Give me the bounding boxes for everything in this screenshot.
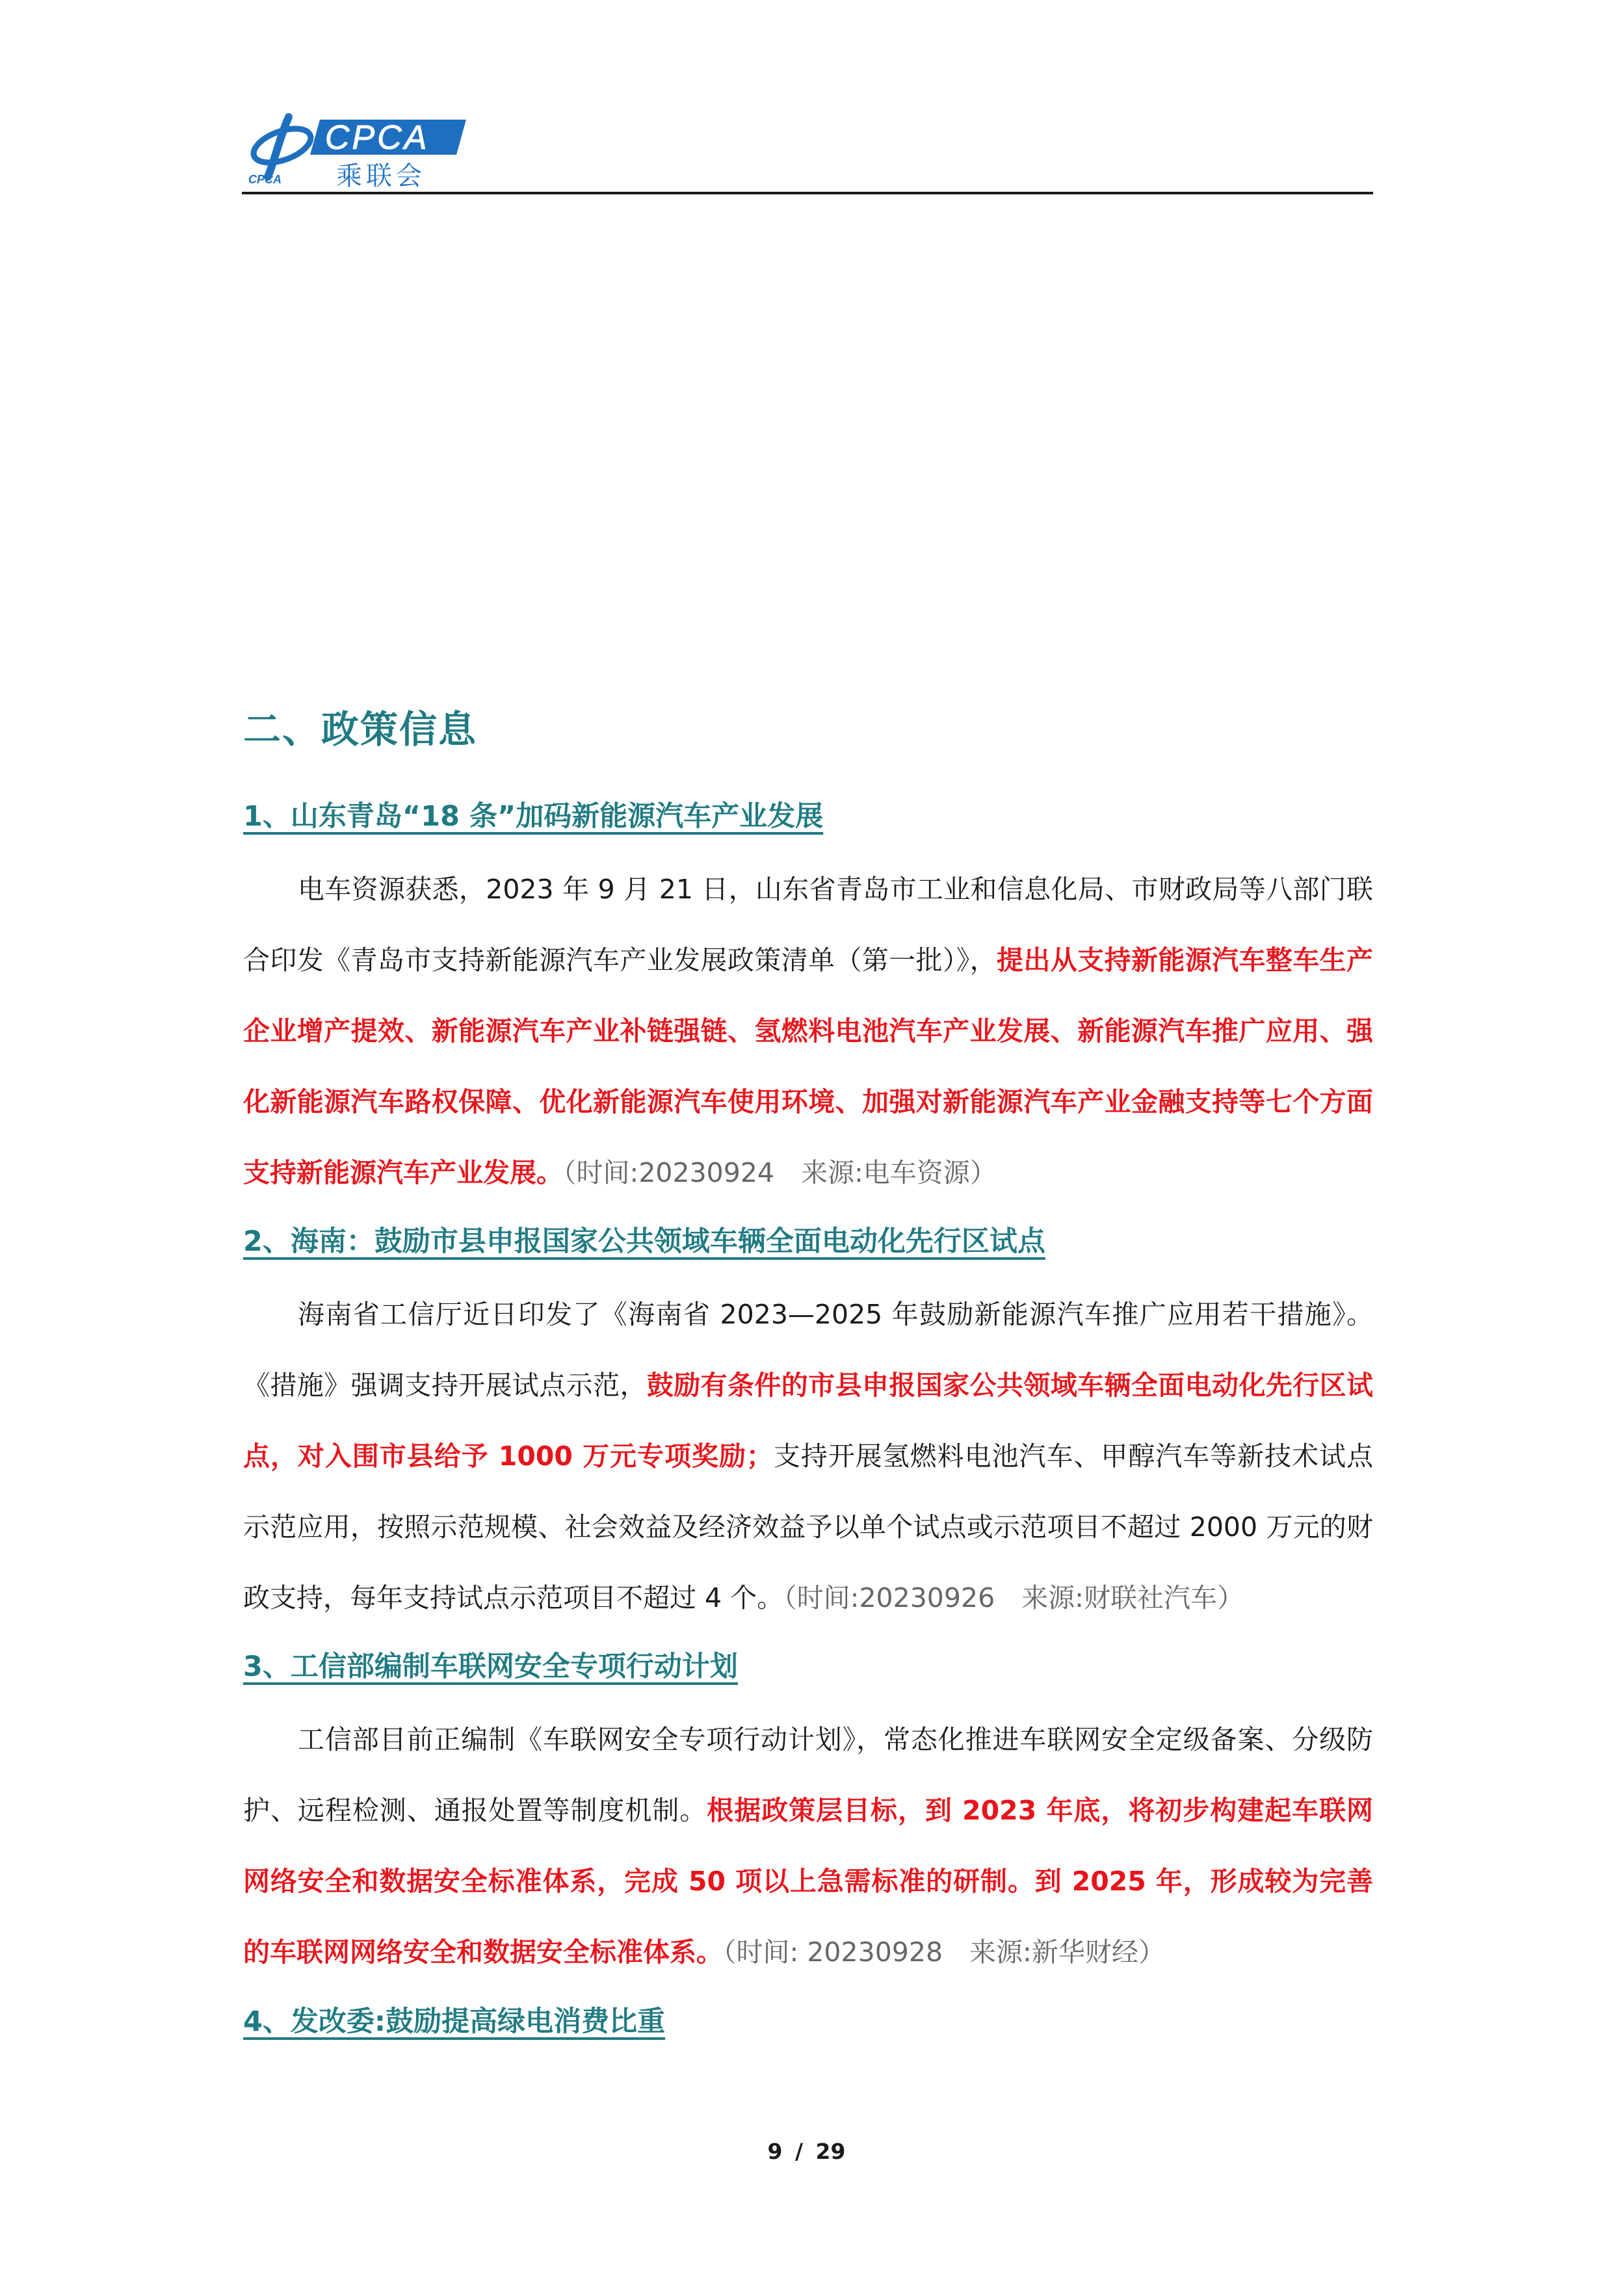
section-title: 二、政策信息 (243, 707, 478, 751)
article-1-highlight: 提出从支持新能源汽车整车生产企业增产提效、新能源汽车产业补链强链、氢燃料电池汽车产业发展、新能源汽车推广应用、强化新能源汽车路权保障、优化新能源汽车使用环境、加强对新能源汽车产业金融支持等七个方面支持新能源汽车产业发展。 (243, 945, 1373, 1188)
page-total: 29 (815, 2139, 846, 2164)
article-1-body (243, 854, 1373, 1208)
logo-mark-text: CPCA (248, 173, 282, 186)
article-2-source: （时间:20230926 来源:财联社汽车） (783, 1582, 1244, 1613)
article-1-title: 1、山东青岛“18 条”加码新能源汽车产业发展 (243, 800, 824, 833)
article-2-text-cont: 支持开展氢燃料电池汽车、甲醇汽车等新技术试点示范应用，按照示范规模、社会效益及经济效益予以单个试点或示范项目不超过 2000 万元的财政支持，每年支持试点示范项目不超过 4 个。 (243, 1441, 1373, 1613)
logo-subtext: 乘联会 (336, 161, 426, 190)
page-separator: / (794, 2139, 804, 2164)
article-4-title: 4、发改委:鼓励提高绿电消费比重 (243, 2005, 666, 2038)
article-3-highlight: 根据政策层目标，到 2023 年底，将初步构建起车联网网络安全和数据安全标准体系，完成 50 项以上急需标准的研制。到 2025 年，形成较为完善的车联网网络安全和数据安全标准体系。 (243, 1795, 1373, 1968)
article-3-body (243, 1704, 1373, 1988)
header-rule (242, 192, 1373, 194)
article-1-text: 电车资源获悉，2023 年 9 月 21 日，山东省青岛市工业和信息化局、市财政局等八部门联合印发《青岛市支持新能源汽车产业发展政策清单（第一批）》， (243, 874, 1373, 976)
article-2-highlight: 鼓励有条件的市县申报国家公共领域车辆全面电动化先行区试点，对入围市县给予 1000 万元专项奖励； (243, 1370, 1374, 1472)
cpca-logo (242, 112, 469, 190)
article-2-body (243, 1279, 1373, 1634)
article-1-source: （时间:20230924 来源:电车资源） (563, 1157, 997, 1188)
logo-text: CPCA (325, 119, 430, 157)
page-number (0, 2139, 1613, 2164)
article-3-text: 工信部目前正编制《车联网安全专项行动计划》，常态化推进车联网安全定级备案、分级防护、远程检测、通报处置等制度机制。 (243, 1724, 1373, 1826)
article-3-source: （时间: 20230928 来源:新华财经） (723, 1937, 1165, 1968)
article-3-title: 3、工信部编制车联网安全专项行动计划 (243, 1650, 738, 1683)
article-2-text: 海南省工信厅近日印发了《海南省 2023—2025 年鼓励新能源汽车推广应用若干措施》。《措施》强调支持开展试点示范， (243, 1299, 1373, 1401)
article-2-title: 2、海南：鼓励市县申报国家公共领域车辆全面电动化先行区试点 (243, 1225, 1045, 1258)
page-current: 9 (767, 2139, 783, 2164)
